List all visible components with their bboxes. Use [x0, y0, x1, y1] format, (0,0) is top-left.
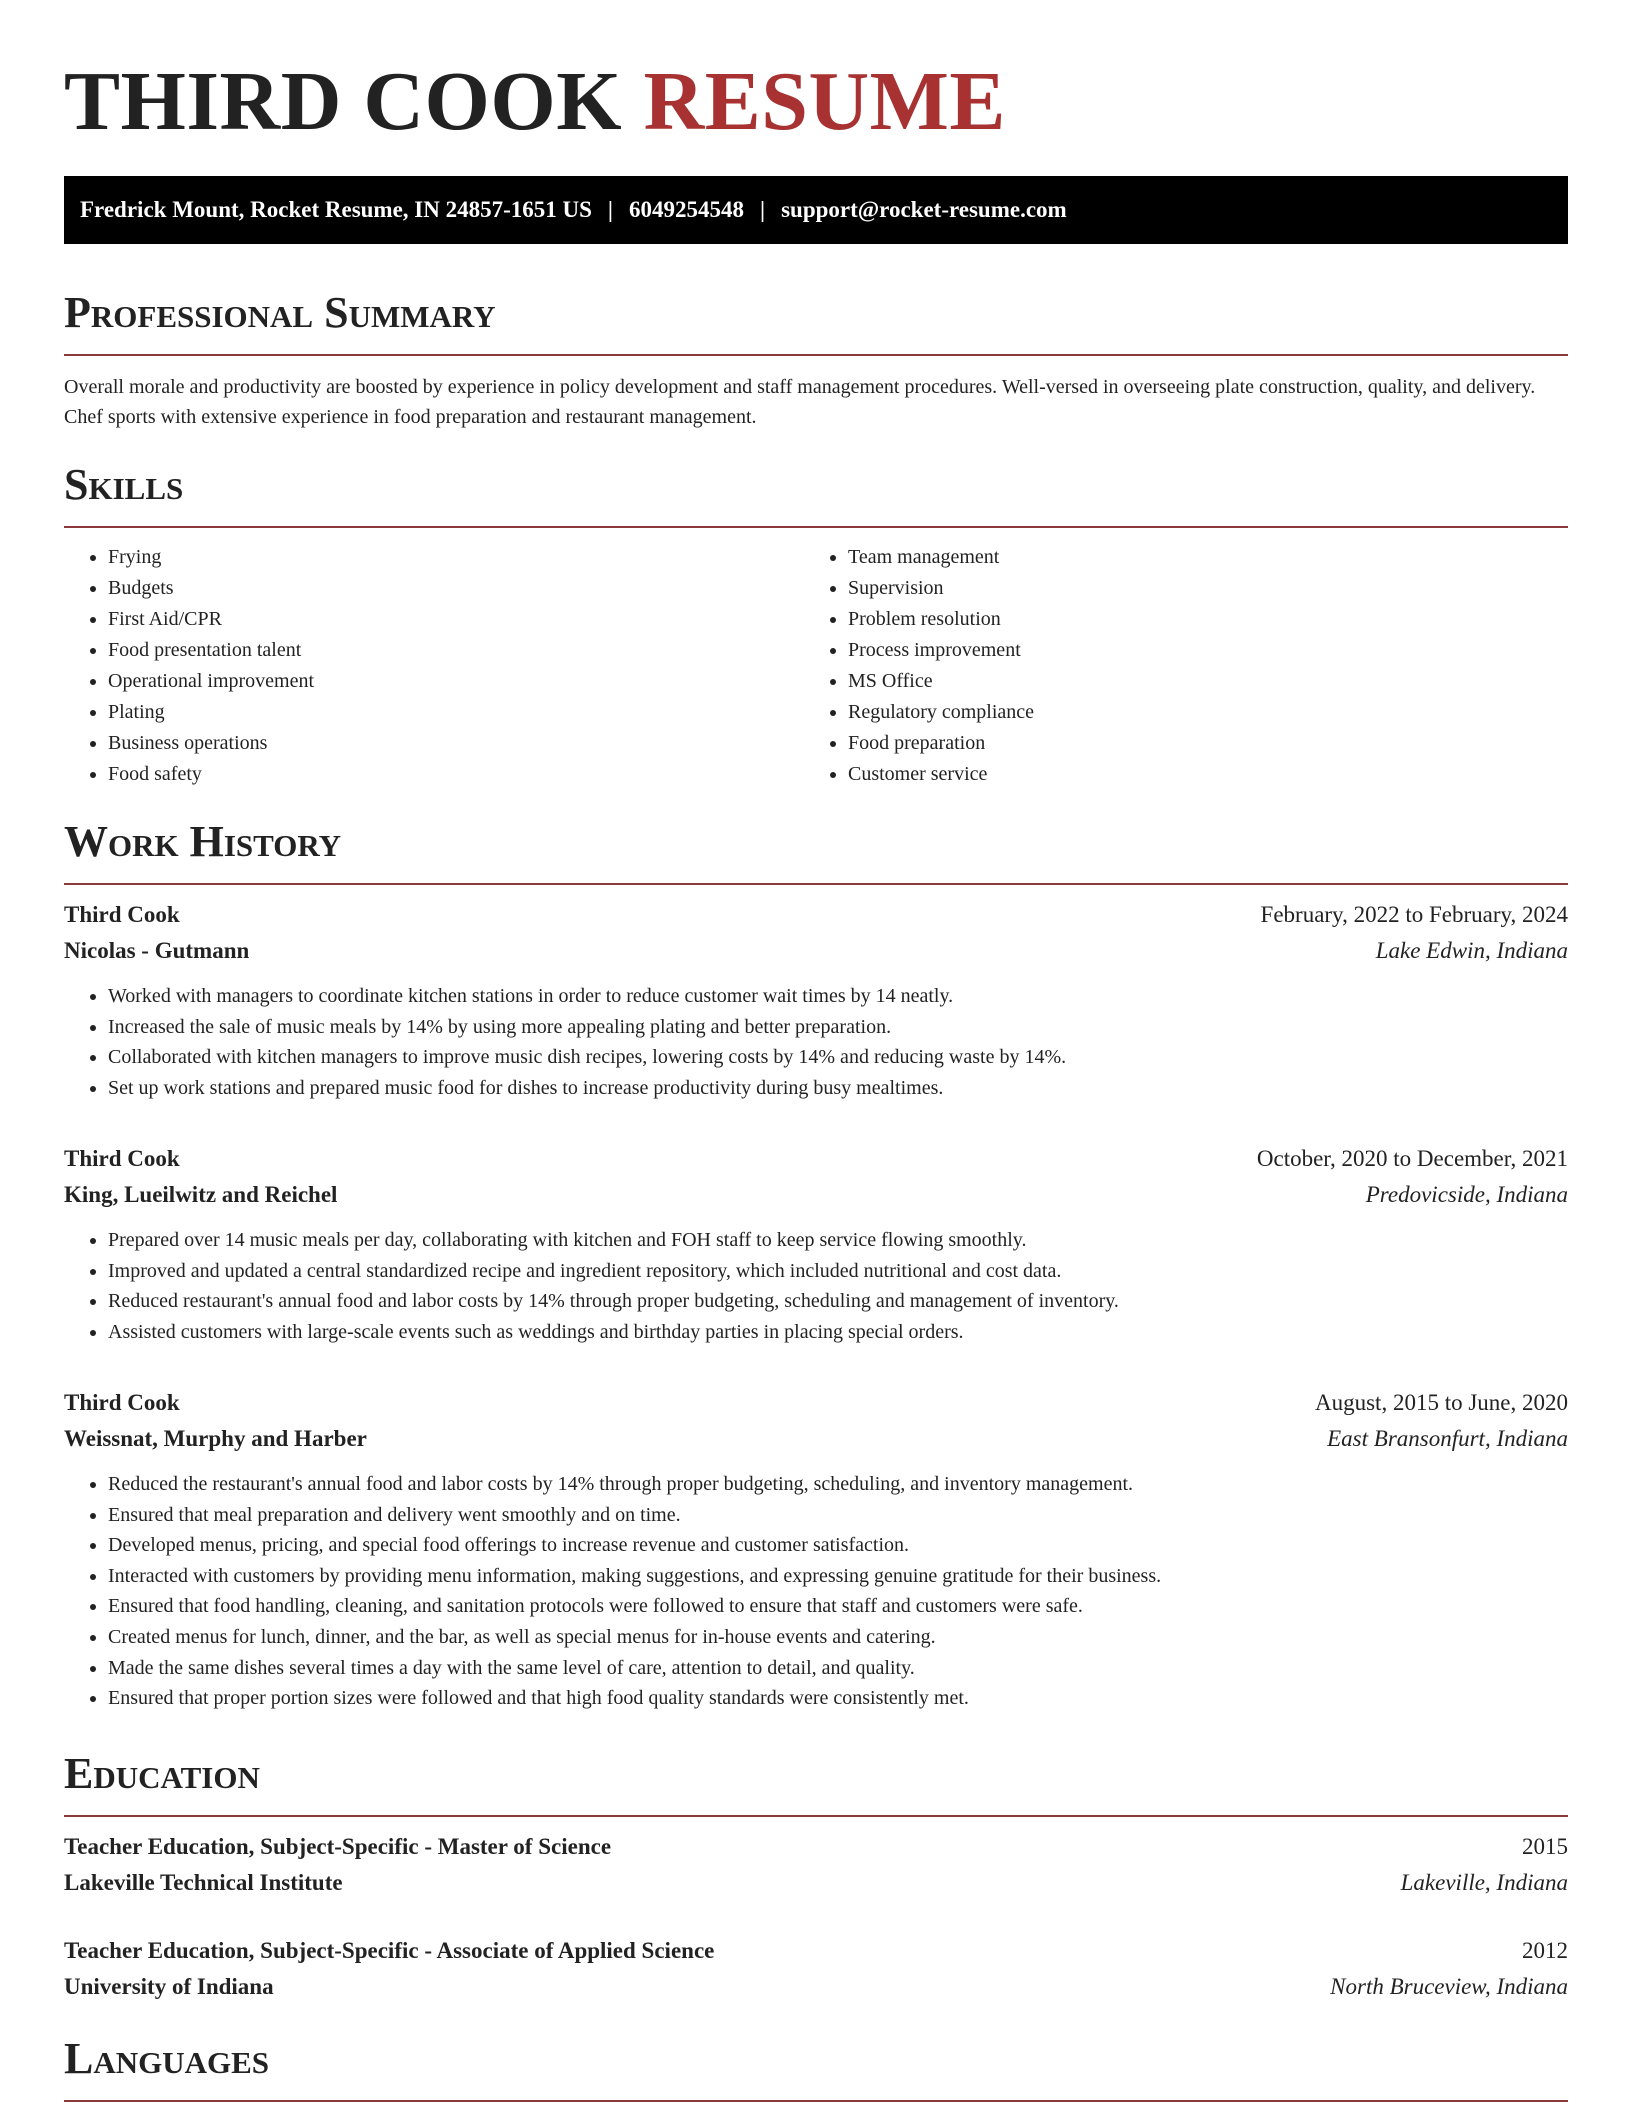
job-role: Third Cook	[64, 1390, 180, 1415]
job-entry	[64, 1141, 1568, 1347]
languages-section	[64, 2032, 1568, 2102]
summary-text: Overall morale and productivity are boosted by experience in policy development and staff management procedures. Well-versed in overseeing plate construction, quality, and delivery. Chef sports with extensive experience in food preparation and restaurant management.	[64, 376, 1536, 428]
skills-section	[64, 458, 1568, 790]
job-dates: October, 2020 to December, 2021	[1256, 1146, 1568, 1171]
title-main: THIRD COOK	[64, 55, 623, 148]
job-location: Lake Edwin, Indiana	[1375, 938, 1568, 963]
education-section	[64, 1747, 1568, 1817]
section-title: Skills	[64, 460, 184, 509]
skill-item: • Process improvement	[848, 635, 1544, 666]
job-bullet: • Set up work stations and prepared music food for dishes to increase productivity during busy mealtimes.	[108, 1073, 1568, 1104]
job-bullet: • Reduced the restaurant's annual food and labor costs by 14% through proper budgeting, scheduling, and inventory management.	[108, 1469, 1568, 1500]
job-bullet: • Worked with managers to coordinate kitchen stations in order to reduce customer wait times by 14 neatly.	[108, 981, 1568, 1012]
job-location: Predovicside, Indiana	[1365, 1182, 1568, 1207]
summary-section	[64, 286, 1568, 432]
job-entry	[64, 897, 1568, 1103]
section-divider	[64, 1815, 1568, 1817]
job-bullet: • Ensured that food handling, cleaning, and sanitation protocols were followed to ensure that staff and customers were safe.	[108, 1591, 1568, 1622]
job-role: Third Cook	[64, 1146, 180, 1171]
job-bullets	[64, 981, 1568, 1103]
job-dates: February, 2022 to February, 2024	[1260, 902, 1568, 927]
section-title: Education	[64, 1749, 260, 1798]
job-dates: August, 2015 to June, 2020	[1315, 1390, 1568, 1415]
resume-title	[64, 52, 1006, 152]
skills-list-left	[64, 542, 804, 790]
contact-phone: 6049254548	[629, 197, 744, 222]
job-bullet: • Assisted customers with large-scale events such as weddings and birthday parties in placing special orders.	[108, 1317, 1568, 1348]
education-school: Lakeville Technical Institute	[64, 1870, 343, 1895]
skill-item: • Team management	[848, 542, 1544, 573]
skill-item: • First Aid/CPR	[108, 604, 804, 635]
work-history-section	[64, 815, 1568, 885]
contact-email: support@rocket-resume.com	[781, 197, 1067, 222]
education-entry	[64, 1829, 1568, 1901]
skill-item: • Business operations	[108, 728, 804, 759]
section-title: Work History	[64, 817, 342, 866]
section-title: Professional Summary	[64, 288, 496, 337]
skill-item: • Budgets	[108, 573, 804, 604]
skill-item: • Regulatory compliance	[848, 697, 1544, 728]
skill-item: • Customer service	[848, 759, 1544, 790]
skill-item: • Food safety	[108, 759, 804, 790]
section-divider	[64, 526, 1568, 528]
education-degree: Teacher Education, Subject-Specific - Master of Science	[64, 1834, 612, 1859]
job-bullet: • Created menus for lunch, dinner, and the bar, as well as special menus for in-house events and catering.	[108, 1622, 1568, 1653]
education-location: North Bruceview, Indiana	[1330, 1974, 1568, 1999]
contact-separator: |	[607, 197, 613, 222]
job-bullets	[64, 1225, 1568, 1347]
skill-item: • Supervision	[848, 573, 1544, 604]
job-location: East Bransonfurt, Indiana	[1327, 1426, 1568, 1451]
contact-bar	[64, 176, 1568, 244]
job-bullet: • Collaborated with kitchen managers to improve music dish recipes, lowering costs by 14% and reducing waste by 14%.	[108, 1042, 1568, 1073]
job-bullets	[64, 1469, 1568, 1714]
education-year: 2015	[1522, 1834, 1568, 1859]
section-divider	[64, 354, 1568, 356]
section-divider	[64, 2100, 1568, 2102]
skill-item: • Problem resolution	[848, 604, 1544, 635]
job-bullet: • Prepared over 14 music meals per day, collaborating with kitchen and FOH staff to keep service flowing smoothly.	[108, 1225, 1568, 1256]
job-company: Weissnat, Murphy and Harber	[64, 1426, 367, 1451]
skill-item: • Operational improvement	[108, 666, 804, 697]
job-company: King, Lueilwitz and Reichel	[64, 1182, 338, 1207]
job-bullet: • Improved and updated a central standardized recipe and ingredient repository, which included nutritional and cost data.	[108, 1256, 1568, 1287]
job-bullet: • Ensured that meal preparation and delivery went smoothly and on time.	[108, 1500, 1568, 1531]
education-location: Lakeville, Indiana	[1400, 1870, 1568, 1895]
section-divider	[64, 883, 1568, 885]
skill-item: • Plating	[108, 697, 804, 728]
job-bullet: • Ensured that proper portion sizes were followed and that high food quality standards were consistently met.	[108, 1683, 1568, 1714]
contact-separator: |	[760, 197, 766, 222]
education-entry	[64, 1933, 1568, 2005]
job-role: Third Cook	[64, 902, 180, 927]
education-degree: Teacher Education, Subject-Specific - Associate of Applied Science	[64, 1938, 715, 1963]
section-title: Languages	[64, 2034, 270, 2083]
skills-list-right	[804, 542, 1544, 790]
title-accent: RESUME	[643, 55, 1006, 148]
skills-columns	[64, 542, 1568, 790]
job-company: Nicolas - Gutmann	[64, 938, 250, 963]
job-bullet: • Reduced restaurant's annual food and labor costs by 14% through proper budgeting, scheduling and management of inventory.	[108, 1286, 1568, 1317]
skill-item: • Frying	[108, 542, 804, 573]
job-bullet: • Increased the sale of music meals by 14% by using more appealing plating and better preparation.	[108, 1012, 1568, 1043]
job-bullet: • Interacted with customers by providing menu information, making suggestions, and expressing genuine gratitude for their business.	[108, 1561, 1568, 1592]
skill-item: • Food preparation	[848, 728, 1544, 759]
job-bullet: • Made the same dishes several times a day with the same level of care, attention to detail, and quality.	[108, 1653, 1568, 1684]
skill-item: • Food presentation talent	[108, 635, 804, 666]
contact-address: Fredrick Mount, Rocket Resume, IN 24857-1651 US	[80, 197, 592, 222]
skill-item: • MS Office	[848, 666, 1544, 697]
education-school: University of Indiana	[64, 1974, 274, 1999]
job-bullet: • Developed menus, pricing, and special food offerings to increase revenue and customer satisfaction.	[108, 1530, 1568, 1561]
job-entry	[64, 1385, 1568, 1714]
education-year: 2012	[1522, 1938, 1568, 1963]
